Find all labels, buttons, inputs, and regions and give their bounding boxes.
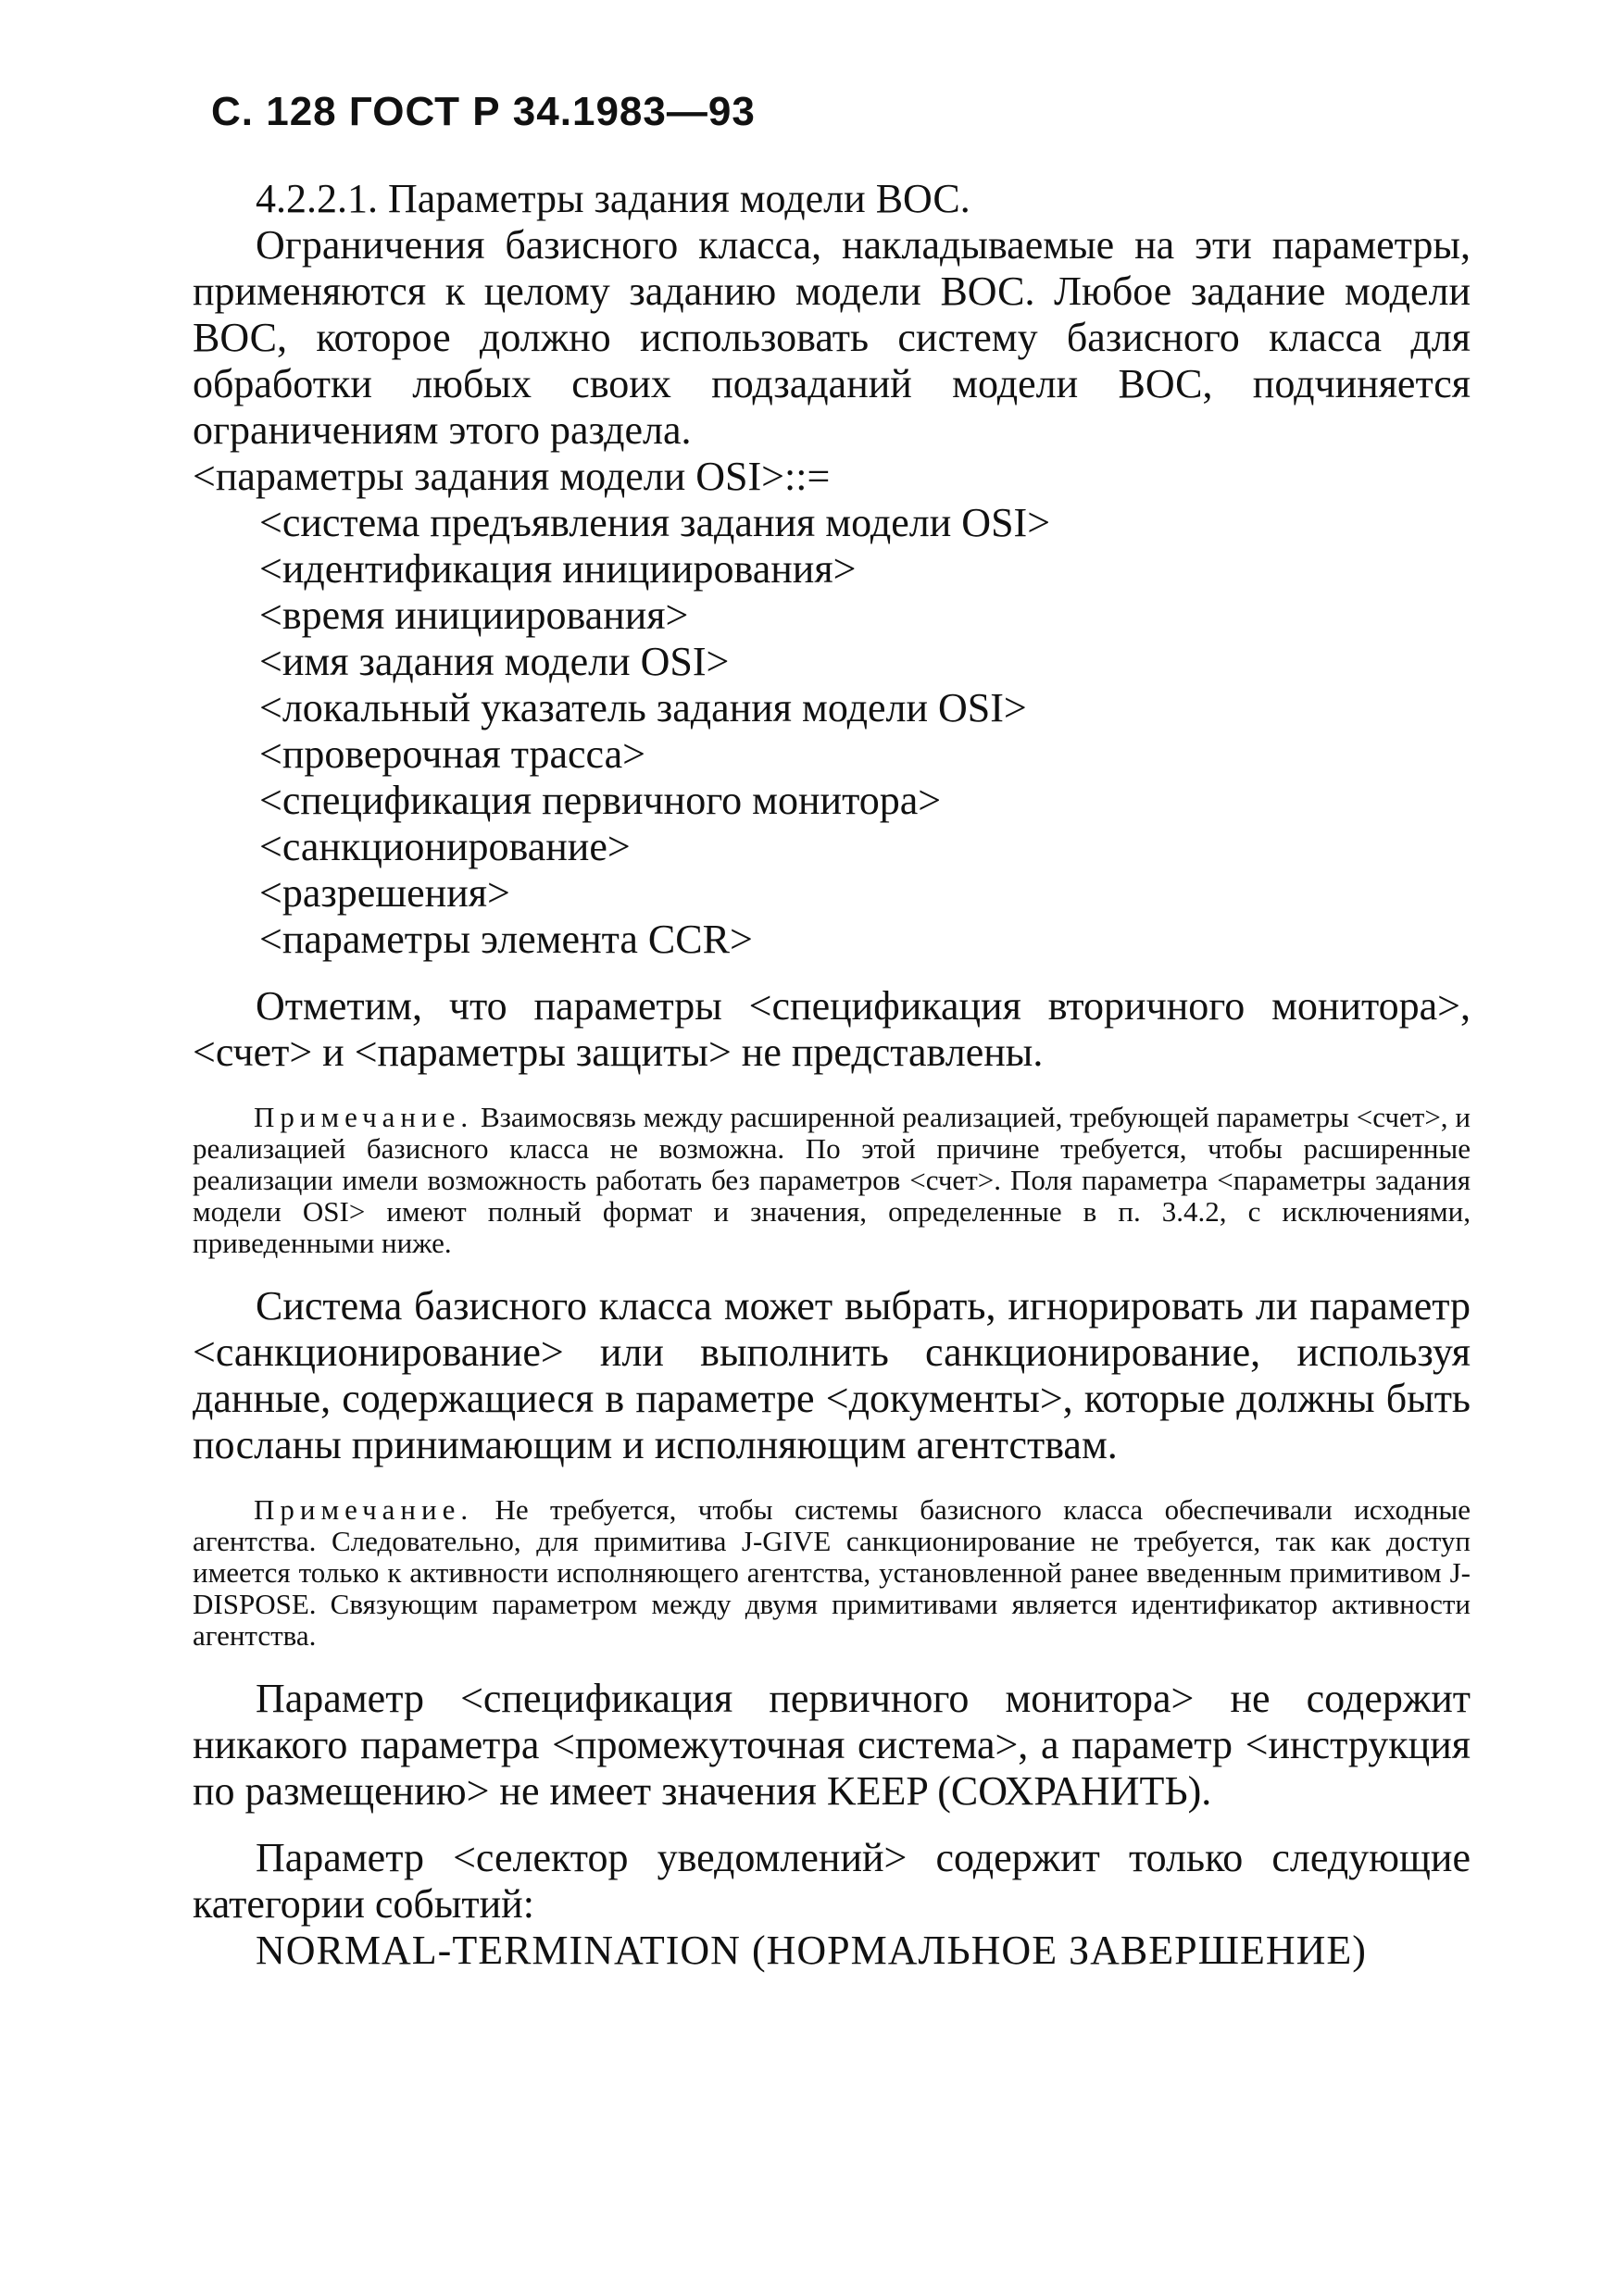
- paragraph-authorization: Система базисного класса может выбрать, игнорировать ли параметр <санкционирование> или выполнить санкционирование, используя данные, содержащиеся в параметре <документы>, которые должны быть посланы принимающим и исполняющим агентствам.: [193, 1283, 1471, 1467]
- bnf-item: <разрешения>: [259, 870, 510, 916]
- note-two-label: Примечание.: [254, 1493, 474, 1526]
- note-one-text: Взаимосвязь между расширенной реализацией, требующей параметры <счет>, и реализацией базисного класса не возможна. По этой причине требуется, чтобы расширенные реализации имели возможность работать без параметров <счет>. Поля параметра <параметры задания модели OSI> имеют полный формат и значения, определенные в п. 3.4.2, с исключениями, приведенными ниже.: [193, 1101, 1471, 1259]
- intro-paragraph: Ограничения базисного класса, накладываемые на эти параметры, применяются к целому заданию модели ВОС. Любое задание модели ВОС, которое должно использовать систему базисного класса для обработки любых своих подзаданий модели ВОС, подчиняется ограничениям этого раздела.: [193, 222, 1471, 453]
- paragraph-normal-termination: NORMAL-TERMINATION (НОРМАЛЬНОЕ ЗАВЕРШЕНИЕ): [256, 1928, 1367, 1973]
- bnf-item: <проверочная трасса>: [259, 731, 645, 777]
- paragraph-secondary-params: Отметим, что параметры <спецификация вторичного монитора>, <счет> и <параметры защиты> не представлены.: [193, 983, 1471, 1075]
- note-two-text: Не требуется, чтобы системы базисного класса обеспечивали исходные агентства. Следовательно, для примитива J-GIVE санкционирование не требуется, так как доступ имеется только к активности исполняющего агентства, установленной ранее введенным примитивом J-DISPOSE. Связующим параметром между двумя примитивами является идентификатор активности агентства.: [193, 1493, 1471, 1652]
- bnf-definition: <параметры задания модели OSI>::=: [193, 454, 831, 499]
- paragraph-primary-monitor: Параметр <спецификация первичного монитора> не содержит никакого параметра <промежуточная система>, а параметр <инструкция по размещению> не имеет значения KEEP (СОХРАНИТЬ).: [193, 1676, 1471, 1814]
- note-two: [193, 1494, 1471, 1652]
- bnf-item: <санкционирование>: [259, 824, 631, 869]
- bnf-item: <идентификация инициирования>: [259, 546, 857, 592]
- bnf-item: <имя задания модели OSI>: [259, 639, 730, 684]
- page-header: С. 128 ГОСТ Р 34.1983—93: [211, 89, 756, 134]
- paragraph-notification-selector: Параметр <селектор уведомлений> содержит только следующие категории событий:: [193, 1835, 1471, 1927]
- bnf-item: <время инициирования>: [259, 593, 689, 638]
- bnf-item: <система предъявления задания модели OSI>: [259, 500, 1051, 545]
- bnf-list: [193, 500, 1471, 963]
- bnf-item: <локальный указатель задания модели OSI>: [259, 685, 1027, 730]
- bnf-item: <параметры элемента CCR>: [259, 917, 753, 962]
- note-one: [193, 1102, 1471, 1259]
- body-text: [193, 176, 1471, 1974]
- note-one-label: Примечание.: [254, 1101, 474, 1133]
- section-heading: 4.2.2.1. Параметры задания модели ВОС.: [256, 176, 970, 221]
- bnf-item: <спецификация первичного монитора>: [259, 778, 942, 823]
